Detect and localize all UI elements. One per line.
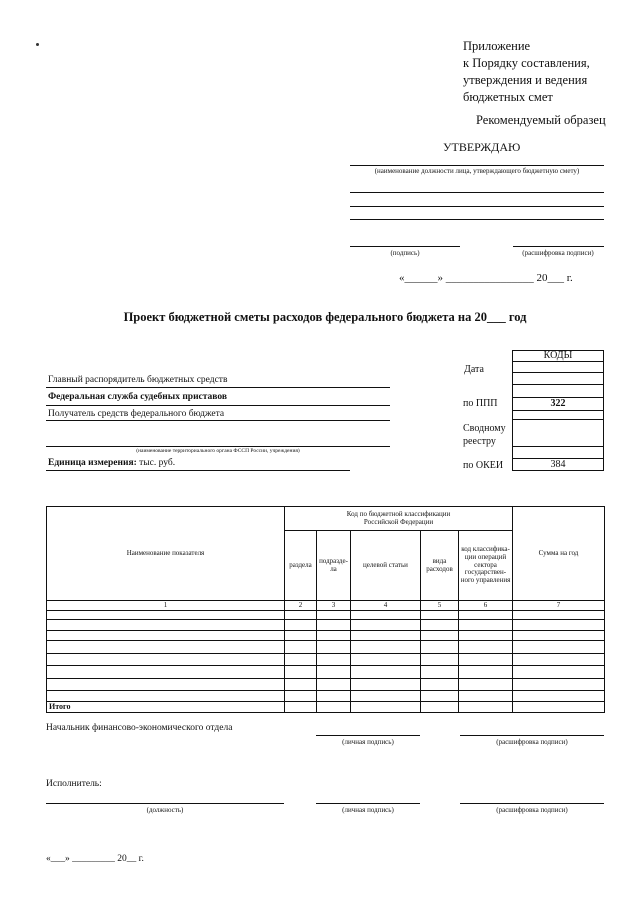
- table-row: [47, 611, 605, 620]
- head-decoding-caption: (расшифровка подписи): [496, 738, 568, 746]
- ppp-label: по ППП: [463, 398, 498, 409]
- ppp-value: 322: [550, 398, 566, 409]
- table-row: [47, 666, 605, 679]
- recipient-line: [46, 420, 390, 421]
- table-row: [47, 654, 605, 666]
- column-number: 4: [351, 601, 421, 611]
- column-number: 1: [47, 601, 285, 611]
- appendix-block: [463, 38, 590, 106]
- position-caption: (наименование должности лица, утверждающего бюджетную смету): [374, 167, 580, 175]
- approval-date: «______» ________________ 20___ г.: [399, 272, 573, 284]
- codes-divider: [512, 384, 604, 385]
- footer-date: «___» _________ 20__ г.: [46, 854, 144, 864]
- signature-caption: (подпись): [390, 249, 420, 257]
- executor-label: Исполнитель:: [46, 779, 102, 789]
- main-manager-line: [46, 387, 390, 388]
- recommended-label: Рекомендуемый образец: [476, 113, 606, 127]
- executor-decoding-caption: (расшифровка подписи): [496, 806, 568, 814]
- column-number: 3: [317, 601, 351, 611]
- code-group-header: Код по бюджетной классификации Российской Федерации: [285, 507, 513, 531]
- table-row: [47, 679, 605, 691]
- unit-label: Единица измерения:: [48, 458, 137, 468]
- approve-line-4: [350, 219, 604, 220]
- section-header: раздела: [285, 531, 317, 601]
- executor-position-line: [46, 803, 284, 804]
- table-row: [47, 631, 605, 641]
- okei-value: 384: [550, 459, 566, 470]
- main-manager-value-line: [46, 405, 390, 406]
- head-signature-caption: (личная подпись): [342, 738, 394, 746]
- total-row: [47, 702, 605, 713]
- codes-header: КОДЫ: [543, 350, 573, 361]
- signature-line: [350, 246, 460, 247]
- head-signature-line: [316, 735, 420, 736]
- recipient-label: Получатель средств федерального бюджета: [48, 409, 225, 419]
- scan-mark: [36, 43, 39, 46]
- expense-header: вида расходов: [421, 531, 459, 601]
- codes-divider: [512, 446, 604, 447]
- budget-table: [46, 506, 605, 713]
- unit-value: тыс. руб.: [139, 458, 176, 468]
- operations-header: код классифика-ции операций сектора государствен-ного управления: [459, 531, 513, 601]
- approve-line-2: [350, 192, 604, 193]
- codes-divider: [512, 410, 604, 411]
- decoding-caption: (расшифровка подписи): [522, 249, 594, 257]
- column-number: 7: [513, 601, 605, 611]
- consolidated-label: Сводному реестру: [463, 423, 506, 447]
- column-number: 2: [285, 601, 317, 611]
- okei-label: по ОКЕИ: [463, 460, 504, 471]
- executor-signature-caption: (личная подпись): [342, 806, 394, 814]
- decoding-line: [513, 246, 604, 247]
- recipient-caption: (наименование территориального органа ФССП России, учреждения): [136, 448, 300, 454]
- date-label: Дата: [464, 364, 484, 375]
- table-row: [47, 641, 605, 654]
- codes-divider: [512, 372, 604, 373]
- sum-header: Сумма на год: [513, 507, 605, 601]
- unit-line: [46, 470, 350, 471]
- codes-divider: [512, 419, 604, 420]
- executor-signature-line: [316, 803, 420, 804]
- target-header: целевой статьи: [351, 531, 421, 601]
- codes-divider: [512, 361, 604, 362]
- name-header: Наименование показателя: [47, 507, 285, 601]
- appendix-line: бюджетных смет: [463, 90, 553, 104]
- total-label: Итого: [47, 702, 285, 713]
- appendix-line: утверждения и ведения: [463, 73, 588, 87]
- subsection-header: подразде-ла: [317, 531, 351, 601]
- position-line: [350, 165, 604, 166]
- head-label: Начальник финансово-экономического отдела: [46, 723, 233, 733]
- executor-decoding-line: [460, 803, 604, 804]
- main-manager-label: Главный распорядитель бюджетных средств: [48, 375, 228, 385]
- table-row: [47, 691, 605, 702]
- table-row: [47, 620, 605, 631]
- recipient-name-line: [46, 446, 390, 447]
- appendix-line: Приложение: [463, 39, 531, 53]
- approve-line-3: [350, 206, 604, 207]
- appendix-line: к Порядку составления,: [463, 56, 590, 70]
- executor-position-caption: (должность): [146, 806, 184, 814]
- main-manager-value: Федеральная служба судебных приставов: [48, 392, 228, 402]
- head-decoding-line: [460, 735, 604, 736]
- unit-row: [48, 458, 175, 468]
- column-number: 6: [459, 601, 513, 611]
- column-number: 5: [421, 601, 459, 611]
- page-title: Проект бюджетной сметы расходов федерального бюджета на 20___ год: [123, 310, 527, 324]
- approve-label: УТВЕРЖДАЮ: [443, 140, 521, 154]
